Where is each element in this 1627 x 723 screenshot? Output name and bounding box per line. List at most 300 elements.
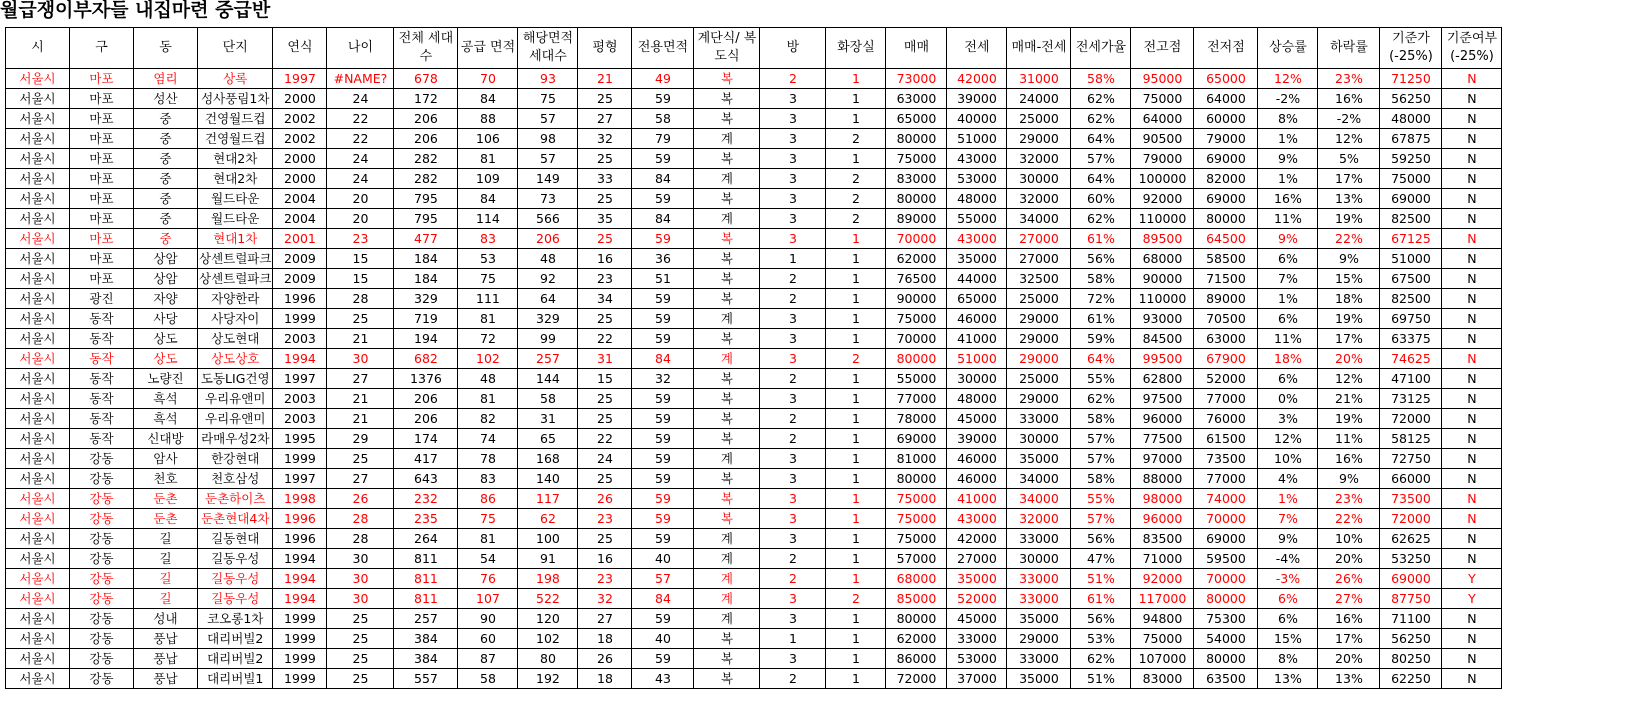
table-cell[interactable]: 63000 (886, 89, 947, 109)
table-cell[interactable]: 3 (760, 449, 826, 469)
table-cell[interactable]: 상도현대 (198, 329, 273, 349)
table-cell[interactable]: 8% (1258, 109, 1318, 129)
table-cell[interactable]: 둔촌 (134, 489, 198, 509)
table-cell[interactable]: 52000 (1194, 369, 1258, 389)
table-cell[interactable]: 22% (1318, 509, 1380, 529)
table-cell[interactable]: 172 (394, 89, 458, 109)
table-cell[interactable]: 47% (1071, 549, 1131, 569)
table-cell[interactable]: 27 (578, 609, 632, 629)
table-cell[interactable]: 78 (458, 449, 518, 469)
table-cell[interactable]: 27000 (1007, 249, 1071, 269)
table-cell[interactable]: 80000 (886, 129, 947, 149)
table-cell[interactable]: 복 (694, 229, 760, 249)
table-cell[interactable]: 67900 (1194, 349, 1258, 369)
table-cell[interactable]: N (1442, 429, 1502, 449)
table-cell[interactable]: 25 (327, 669, 394, 689)
table-cell[interactable]: 건영월드컵 (198, 129, 273, 149)
table-cell[interactable]: 56% (1071, 529, 1131, 549)
table-cell[interactable]: 30000 (1007, 549, 1071, 569)
table-cell[interactable]: 46000 (947, 469, 1007, 489)
table-cell[interactable]: 22 (578, 429, 632, 449)
table-cell[interactable]: 43 (632, 669, 694, 689)
table-cell[interactable]: 21 (327, 409, 394, 429)
table-cell[interactable]: 강동 (70, 469, 134, 489)
table-cell[interactable]: 2 (760, 429, 826, 449)
table-cell[interactable]: 자양 (134, 289, 198, 309)
table-cell[interactable]: 8% (1258, 649, 1318, 669)
table-cell[interactable]: 복 (694, 389, 760, 409)
table-cell[interactable]: 성사풍림1차 (198, 89, 273, 109)
table-cell[interactable]: 2001 (273, 229, 327, 249)
column-header[interactable]: 전체 세대수 (394, 28, 458, 69)
table-cell[interactable]: 2003 (273, 389, 327, 409)
table-cell[interactable]: 흑석 (134, 409, 198, 429)
table-cell[interactable]: 59 (632, 149, 694, 169)
table-cell[interactable]: 55000 (947, 209, 1007, 229)
table-cell[interactable]: 282 (394, 169, 458, 189)
table-cell[interactable]: 74000 (1194, 489, 1258, 509)
table-cell[interactable]: 57 (518, 109, 578, 129)
table-cell[interactable]: 15 (578, 369, 632, 389)
table-cell[interactable]: 20% (1318, 549, 1380, 569)
table-cell[interactable]: 3 (760, 89, 826, 109)
table-cell[interactable]: 3 (760, 389, 826, 409)
table-cell[interactable]: 72% (1071, 289, 1131, 309)
table-cell[interactable]: 88000 (1131, 469, 1194, 489)
table-cell[interactable]: 계 (694, 609, 760, 629)
column-header[interactable]: 평형 (578, 28, 632, 69)
table-cell[interactable]: 53250 (1380, 549, 1442, 569)
table-cell[interactable]: 9% (1258, 529, 1318, 549)
table-cell[interactable]: 13% (1318, 189, 1380, 209)
table-cell[interactable]: 2000 (273, 169, 327, 189)
table-cell[interactable]: 51000 (947, 129, 1007, 149)
table-cell[interactable]: 25 (578, 389, 632, 409)
table-cell[interactable]: 71250 (1380, 69, 1442, 89)
table-cell[interactable]: 25 (578, 309, 632, 329)
table-cell[interactable]: 26 (578, 649, 632, 669)
table-cell[interactable]: N (1442, 609, 1502, 629)
table-cell[interactable]: 6% (1258, 589, 1318, 609)
table-cell[interactable]: 34 (578, 289, 632, 309)
table-cell[interactable]: 서울시 (6, 529, 70, 549)
table-cell[interactable]: 13% (1258, 669, 1318, 689)
table-cell[interactable]: 상록 (198, 69, 273, 89)
table-cell[interactable]: 77000 (886, 389, 947, 409)
table-cell[interactable]: 1994 (273, 549, 327, 569)
table-cell[interactable]: 62800 (1131, 369, 1194, 389)
table-cell[interactable]: 서울시 (6, 569, 70, 589)
table-cell[interactable]: 서울시 (6, 549, 70, 569)
table-cell[interactable]: 53% (1071, 629, 1131, 649)
table-cell[interactable]: 염리 (134, 69, 198, 89)
table-cell[interactable]: 7% (1258, 509, 1318, 529)
table-cell[interactable]: 522 (518, 589, 578, 609)
table-cell[interactable]: 795 (394, 209, 458, 229)
table-cell[interactable]: 20 (327, 189, 394, 209)
table-cell[interactable]: 62000 (886, 629, 947, 649)
table-cell[interactable]: 206 (518, 229, 578, 249)
table-cell[interactable]: 84 (458, 89, 518, 109)
table-cell[interactable]: 59500 (1194, 549, 1258, 569)
table-cell[interactable]: 140 (518, 469, 578, 489)
table-cell[interactable]: 천호 (134, 469, 198, 489)
table-cell[interactable]: 77000 (1194, 469, 1258, 489)
column-header[interactable]: 해당면적 세대수 (518, 28, 578, 69)
table-cell[interactable]: 70 (458, 69, 518, 89)
table-cell[interactable]: N (1442, 109, 1502, 129)
table-cell[interactable]: 97000 (1131, 449, 1194, 469)
table-cell[interactable]: 23 (578, 509, 632, 529)
table-cell[interactable]: 상암 (134, 269, 198, 289)
table-cell[interactable]: 29000 (1007, 629, 1071, 649)
table-cell[interactable]: 232 (394, 489, 458, 509)
table-cell[interactable]: 64% (1071, 349, 1131, 369)
table-cell[interactable]: 복 (694, 409, 760, 429)
table-cell[interactable]: 206 (394, 109, 458, 129)
table-cell[interactable]: 암사 (134, 449, 198, 469)
table-cell[interactable]: 24 (327, 149, 394, 169)
table-cell[interactable]: 복 (694, 489, 760, 509)
table-cell[interactable]: 서울시 (6, 209, 70, 229)
table-cell[interactable]: 20% (1318, 349, 1380, 369)
table-cell[interactable]: 89000 (1194, 289, 1258, 309)
table-cell[interactable]: 58% (1071, 269, 1131, 289)
table-cell[interactable]: 둔촌현대4차 (198, 509, 273, 529)
table-cell[interactable]: 월드타운 (198, 189, 273, 209)
table-cell[interactable]: 6% (1258, 309, 1318, 329)
table-cell[interactable]: 82500 (1380, 209, 1442, 229)
table-cell[interactable]: 329 (518, 309, 578, 329)
table-cell[interactable]: 59 (632, 329, 694, 349)
table-cell[interactable]: 47100 (1380, 369, 1442, 389)
table-cell[interactable]: 76000 (1194, 409, 1258, 429)
table-cell[interactable]: 59250 (1380, 149, 1442, 169)
table-cell[interactable]: 현대1차 (198, 229, 273, 249)
table-cell[interactable]: 1 (826, 269, 886, 289)
table-cell[interactable]: 1994 (273, 589, 327, 609)
table-cell[interactable]: 85000 (886, 589, 947, 609)
table-cell[interactable]: 32 (632, 369, 694, 389)
table-cell[interactable]: 계 (694, 449, 760, 469)
table-cell[interactable]: 39000 (947, 89, 1007, 109)
table-cell[interactable]: 57 (518, 149, 578, 169)
table-cell[interactable]: 3% (1258, 409, 1318, 429)
table-cell[interactable]: 동작 (70, 349, 134, 369)
table-cell[interactable]: 2 (760, 549, 826, 569)
table-cell[interactable]: 28 (327, 289, 394, 309)
table-cell[interactable]: 1998 (273, 489, 327, 509)
column-header[interactable]: 동 (134, 28, 198, 69)
table-cell[interactable]: 10% (1318, 529, 1380, 549)
table-cell[interactable]: 1 (826, 489, 886, 509)
table-cell[interactable]: 25 (327, 629, 394, 649)
table-cell[interactable]: Y (1442, 589, 1502, 609)
table-cell[interactable]: 1996 (273, 529, 327, 549)
table-cell[interactable]: 천호삼성 (198, 469, 273, 489)
table-cell[interactable]: 98 (518, 129, 578, 149)
table-cell[interactable]: 92 (518, 269, 578, 289)
table-cell[interactable]: 1999 (273, 629, 327, 649)
table-cell[interactable]: 서울시 (6, 649, 70, 669)
table-cell[interactable]: 20% (1318, 649, 1380, 669)
table-cell[interactable]: 중 (134, 109, 198, 129)
table-cell[interactable]: 71100 (1380, 609, 1442, 629)
table-cell[interactable]: 19% (1318, 409, 1380, 429)
table-cell[interactable]: 사당 (134, 309, 198, 329)
table-cell[interactable]: N (1442, 529, 1502, 549)
table-cell[interactable]: 28 (327, 509, 394, 529)
table-cell[interactable]: 건영월드컵 (198, 109, 273, 129)
table-cell[interactable]: 서울시 (6, 389, 70, 409)
table-cell[interactable]: 서울시 (6, 469, 70, 489)
table-cell[interactable]: 3 (760, 149, 826, 169)
table-cell[interactable]: 61% (1071, 229, 1131, 249)
table-cell[interactable]: 28 (327, 529, 394, 549)
table-cell[interactable]: N (1442, 509, 1502, 529)
table-cell[interactable]: 대리버빌2 (198, 649, 273, 669)
table-cell[interactable]: 27 (327, 369, 394, 389)
table-cell[interactable]: 동작 (70, 409, 134, 429)
table-cell[interactable]: 72000 (1380, 509, 1442, 529)
table-cell[interactable]: 22 (578, 329, 632, 349)
table-cell[interactable]: 80000 (886, 349, 947, 369)
table-cell[interactable]: 계 (694, 129, 760, 149)
table-cell[interactable]: 마포 (70, 69, 134, 89)
column-header[interactable]: 단지 (198, 28, 273, 69)
table-cell[interactable]: 33000 (1007, 529, 1071, 549)
table-cell[interactable]: 0% (1258, 389, 1318, 409)
table-cell[interactable]: 58% (1071, 69, 1131, 89)
table-cell[interactable]: 1 (826, 629, 886, 649)
table-cell[interactable]: N (1442, 249, 1502, 269)
table-cell[interactable]: 1 (826, 549, 886, 569)
table-cell[interactable]: 194 (394, 329, 458, 349)
table-cell[interactable]: 31 (578, 349, 632, 369)
table-cell[interactable]: 41000 (947, 489, 1007, 509)
table-cell[interactable]: 83000 (886, 169, 947, 189)
table-cell[interactable]: 5% (1318, 149, 1380, 169)
table-cell[interactable]: 43000 (947, 149, 1007, 169)
table-cell[interactable]: 65 (518, 429, 578, 449)
table-cell[interactable]: 흑석 (134, 389, 198, 409)
table-cell[interactable]: 복 (694, 149, 760, 169)
table-cell[interactable]: 25 (578, 189, 632, 209)
table-cell[interactable]: 80250 (1380, 649, 1442, 669)
table-cell[interactable]: 24000 (1007, 89, 1071, 109)
table-cell[interactable]: 70500 (1194, 309, 1258, 329)
table-cell[interactable]: 4% (1258, 469, 1318, 489)
table-cell[interactable]: 1 (826, 569, 886, 589)
table-cell[interactable]: 1994 (273, 569, 327, 589)
table-cell[interactable]: 계 (694, 309, 760, 329)
table-cell[interactable]: 44000 (947, 269, 1007, 289)
table-cell[interactable]: 56250 (1380, 629, 1442, 649)
table-cell[interactable]: N (1442, 549, 1502, 569)
table-cell[interactable]: 75000 (886, 309, 947, 329)
table-cell[interactable]: 60 (458, 629, 518, 649)
table-cell[interactable]: 82500 (1380, 289, 1442, 309)
table-cell[interactable]: 계 (694, 549, 760, 569)
table-cell[interactable]: 25 (578, 89, 632, 109)
table-cell[interactable]: 서울시 (6, 369, 70, 389)
table-cell[interactable]: 97500 (1131, 389, 1194, 409)
table-cell[interactable]: 3 (760, 229, 826, 249)
table-cell[interactable]: 27 (578, 109, 632, 129)
table-cell[interactable]: 41000 (947, 329, 1007, 349)
table-cell[interactable]: 40 (632, 629, 694, 649)
table-cell[interactable]: 29000 (1007, 389, 1071, 409)
table-cell[interactable]: 65000 (1194, 69, 1258, 89)
table-cell[interactable]: 1 (826, 669, 886, 689)
table-cell[interactable]: 2000 (273, 149, 327, 169)
table-cell[interactable]: 동작 (70, 369, 134, 389)
table-cell[interactable]: 2003 (273, 329, 327, 349)
table-cell[interactable]: 39000 (947, 429, 1007, 449)
table-cell[interactable]: 60% (1071, 189, 1131, 209)
table-cell[interactable]: 강동 (70, 529, 134, 549)
table-cell[interactable]: -2% (1318, 109, 1380, 129)
table-cell[interactable]: 복 (694, 509, 760, 529)
table-cell[interactable]: 1% (1258, 169, 1318, 189)
table-cell[interactable]: 61% (1071, 309, 1131, 329)
table-cell[interactable]: 89000 (886, 209, 947, 229)
table-cell[interactable]: 75000 (886, 149, 947, 169)
table-cell[interactable]: 18% (1318, 289, 1380, 309)
table-cell[interactable]: 102 (518, 629, 578, 649)
table-cell[interactable]: 74625 (1380, 349, 1442, 369)
table-cell[interactable]: 21% (1318, 389, 1380, 409)
table-cell[interactable]: 63375 (1380, 329, 1442, 349)
table-cell[interactable]: 63500 (1194, 669, 1258, 689)
table-cell[interactable]: 75 (458, 509, 518, 529)
table-cell[interactable]: 18 (578, 669, 632, 689)
table-cell[interactable]: 48000 (947, 189, 1007, 209)
table-cell[interactable]: N (1442, 469, 1502, 489)
table-cell[interactable]: 31000 (1007, 69, 1071, 89)
table-cell[interactable]: 9% (1258, 149, 1318, 169)
table-cell[interactable]: 67125 (1380, 229, 1442, 249)
table-cell[interactable]: 강동 (70, 569, 134, 589)
table-cell[interactable]: 59 (632, 649, 694, 669)
table-cell[interactable]: 1996 (273, 289, 327, 309)
table-cell[interactable]: 59 (632, 189, 694, 209)
table-cell[interactable]: 64000 (1131, 109, 1194, 129)
table-cell[interactable]: 동작 (70, 389, 134, 409)
table-cell[interactable]: 서울시 (6, 249, 70, 269)
table-cell[interactable]: 80000 (1194, 649, 1258, 669)
table-cell[interactable]: 1 (826, 429, 886, 449)
table-cell[interactable]: 53000 (947, 649, 1007, 669)
table-cell[interactable]: 15 (327, 249, 394, 269)
table-cell[interactable]: 마포 (70, 269, 134, 289)
table-cell[interactable]: 184 (394, 269, 458, 289)
table-cell[interactable]: 15% (1258, 629, 1318, 649)
table-cell[interactable]: 99 (518, 329, 578, 349)
table-cell[interactable]: 26 (578, 489, 632, 509)
table-cell[interactable]: 27000 (1007, 229, 1071, 249)
table-cell[interactable]: 3 (760, 109, 826, 129)
table-cell[interactable]: 3 (760, 309, 826, 329)
table-cell[interactable]: 90500 (1131, 129, 1194, 149)
table-cell[interactable]: 29000 (1007, 329, 1071, 349)
table-cell[interactable]: 서울시 (6, 629, 70, 649)
table-cell[interactable]: 마포 (70, 109, 134, 129)
table-cell[interactable]: 16 (578, 249, 632, 269)
table-cell[interactable]: 풍납 (134, 649, 198, 669)
table-cell[interactable]: 114 (458, 209, 518, 229)
table-cell[interactable]: 30 (327, 549, 394, 569)
table-cell[interactable]: 1% (1258, 489, 1318, 509)
table-cell[interactable]: 59 (632, 309, 694, 329)
table-cell[interactable]: 69000 (1380, 569, 1442, 589)
table-cell[interactable]: 74 (458, 429, 518, 449)
table-cell[interactable]: N (1442, 649, 1502, 669)
table-cell[interactable]: 33000 (1007, 649, 1071, 669)
table-cell[interactable]: 상도상호 (198, 349, 273, 369)
table-cell[interactable]: N (1442, 189, 1502, 209)
table-cell[interactable]: 54000 (1194, 629, 1258, 649)
table-cell[interactable]: 110000 (1131, 209, 1194, 229)
table-cell[interactable]: 25 (327, 449, 394, 469)
column-header[interactable]: 공급 면적 (458, 28, 518, 69)
table-cell[interactable]: 34000 (1007, 469, 1071, 489)
table-cell[interactable]: 106 (458, 129, 518, 149)
table-cell[interactable]: 795 (394, 189, 458, 209)
table-cell[interactable]: 강동 (70, 489, 134, 509)
table-cell[interactable]: 37000 (947, 669, 1007, 689)
table-cell[interactable]: 384 (394, 629, 458, 649)
table-cell[interactable]: 복 (694, 329, 760, 349)
table-cell[interactable]: 62% (1071, 649, 1131, 669)
table-cell[interactable]: 복 (694, 469, 760, 489)
table-cell[interactable]: 45000 (947, 609, 1007, 629)
table-cell[interactable]: N (1442, 149, 1502, 169)
table-cell[interactable]: 26% (1318, 569, 1380, 589)
table-cell[interactable]: 110000 (1131, 289, 1194, 309)
table-cell[interactable]: 235 (394, 509, 458, 529)
table-cell[interactable]: 서울시 (6, 149, 70, 169)
table-cell[interactable]: 1 (826, 229, 886, 249)
table-cell[interactable]: 51% (1071, 569, 1131, 589)
table-cell[interactable]: 길 (134, 529, 198, 549)
table-cell[interactable]: 67500 (1380, 269, 1442, 289)
table-cell[interactable]: 1% (1258, 289, 1318, 309)
table-cell[interactable]: 120 (518, 609, 578, 629)
table-cell[interactable]: 25000 (1007, 289, 1071, 309)
table-cell[interactable]: 21 (327, 389, 394, 409)
table-cell[interactable]: 35000 (1007, 669, 1071, 689)
table-cell[interactable]: 100 (518, 529, 578, 549)
table-cell[interactable]: 55000 (886, 369, 947, 389)
table-cell[interactable]: 23 (578, 569, 632, 589)
table-cell[interactable]: 43000 (947, 229, 1007, 249)
table-cell[interactable]: N (1442, 169, 1502, 189)
table-cell[interactable]: 12% (1258, 69, 1318, 89)
table-cell[interactable]: 81 (458, 529, 518, 549)
table-cell[interactable]: 64500 (1194, 229, 1258, 249)
table-cell[interactable]: 62 (518, 509, 578, 529)
table-cell[interactable]: 강동 (70, 549, 134, 569)
table-cell[interactable]: 35000 (1007, 449, 1071, 469)
table-cell[interactable]: 서울시 (6, 449, 70, 469)
table-cell[interactable]: 70000 (886, 229, 947, 249)
table-cell[interactable]: 1 (826, 529, 886, 549)
table-cell[interactable]: 42000 (947, 529, 1007, 549)
table-cell[interactable]: 69000 (1380, 189, 1442, 209)
table-cell[interactable]: 1% (1258, 129, 1318, 149)
table-cell[interactable]: 23% (1318, 69, 1380, 89)
